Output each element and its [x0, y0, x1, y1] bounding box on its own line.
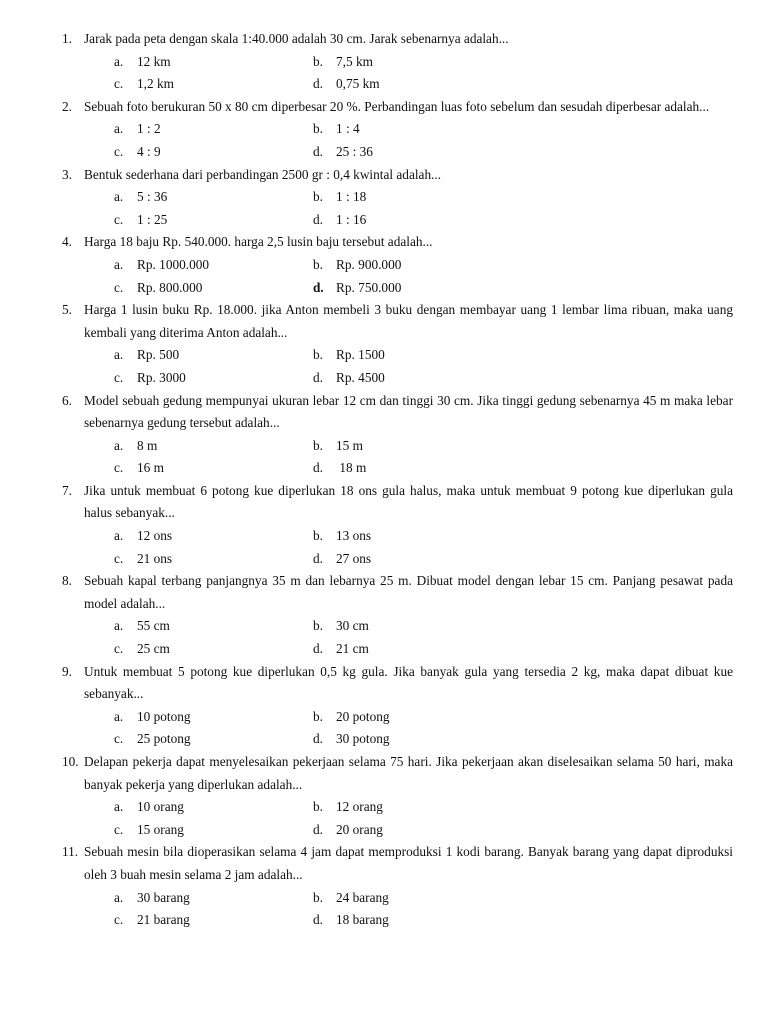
option-letter: b.: [313, 437, 323, 453]
option-row: [0, 638, 768, 661]
option-text: 15 m: [336, 437, 363, 453]
question-item: [0, 480, 768, 570]
option-letter: a.: [114, 889, 124, 905]
answer-option: [313, 615, 369, 638]
option-text: Rp. 500: [137, 347, 180, 363]
option-letter: d.: [313, 211, 323, 227]
question-stem: [0, 299, 768, 344]
question-item: [0, 164, 768, 232]
question-text: Jarak pada peta dengan skala 1:40.000 adalah 30 cm. Jarak sebenarnya adalah...: [84, 31, 509, 46]
question-number: 6.: [62, 392, 72, 408]
option-row: [0, 277, 768, 300]
option-text: 1 : 4: [336, 121, 360, 137]
option-letter: d.: [313, 279, 324, 295]
option-letter: b.: [313, 618, 323, 634]
option-text: 25 : 36: [336, 143, 373, 159]
answer-option: [114, 887, 190, 910]
question-text: Delapan pekerja dapat menyelesaikan pekerjaan selama 75 hari. Jika pekerjaan akan diselesaikan selama 50 hari, maka banyak pekerja yang diperlukan adalah...: [84, 754, 733, 792]
answer-option: [313, 118, 360, 141]
question-number: 2.: [62, 98, 72, 114]
question-item: [0, 570, 768, 660]
option-text: 18 barang: [336, 912, 389, 928]
option-text: 12 orang: [336, 799, 383, 815]
question-item: [0, 231, 768, 299]
option-letter: c.: [114, 369, 124, 385]
option-text: 18 m: [336, 460, 367, 476]
answer-option: [114, 728, 191, 751]
question-text: Harga 18 baju Rp. 540.000. harga 2,5 lusin baju tersebut adalah...: [84, 234, 433, 250]
answer-option: [114, 457, 164, 480]
option-letter: b.: [313, 53, 323, 69]
option-text: 21 ons: [137, 550, 173, 566]
question-item: [0, 661, 768, 751]
question-text: Model sebuah gedung mempunyai ukuran lebar 12 cm dan tinggi 30 cm. Jika tinggi gedung sebenarnya 45 m maka lebar sebenarnya gedung tersebut adalah...: [84, 392, 733, 431]
question-stem: [0, 28, 768, 51]
question-text: Sebuah foto berukuran 50 x 80 cm diperbesar 20 %. Perbandingan luas foto sebelum dan sesudah diperbesar adalah...: [84, 98, 710, 114]
option-row: [0, 457, 768, 480]
question-number: 5.: [62, 302, 72, 318]
option-text: Rp. 4500: [336, 369, 385, 385]
answer-option: [313, 706, 390, 729]
option-letter: b.: [313, 799, 323, 815]
question-text: Bentuk sederhana dari perbandingan 2500 gr : 0,4 kwintal adalah...: [84, 166, 442, 182]
question-item: [0, 299, 768, 389]
option-letter: b.: [313, 708, 323, 724]
option-letter: a.: [114, 347, 124, 363]
option-letter: c.: [114, 731, 124, 747]
option-letter: a.: [114, 437, 124, 453]
option-text: 13 ons: [336, 528, 372, 544]
answer-option: [313, 819, 383, 842]
answer-option: [114, 277, 202, 300]
option-text: 21 barang: [137, 912, 190, 928]
option-text: Rp. 900.000: [336, 256, 402, 272]
option-letter: b.: [313, 121, 323, 137]
option-text: 15 orang: [137, 821, 184, 837]
option-letter: a.: [114, 121, 124, 137]
option-text: 16 m: [137, 460, 164, 476]
question-number: 8.: [62, 573, 72, 589]
option-letter: a.: [114, 618, 124, 634]
answer-option: [114, 796, 184, 819]
answer-option: [313, 209, 366, 232]
option-row: [0, 909, 768, 932]
option-text: 55 cm: [137, 618, 170, 634]
option-letter: c.: [114, 821, 124, 837]
question-stem: [0, 751, 768, 796]
option-text: 30 cm: [336, 618, 369, 634]
answer-option: [313, 73, 380, 96]
option-letter: d.: [313, 641, 323, 657]
option-letter: b.: [313, 528, 323, 544]
option-text: 12 ons: [137, 528, 173, 544]
answer-option: [313, 796, 383, 819]
question-item: [0, 390, 768, 480]
question-text: Harga 1 lusin buku Rp. 18.000. jika Anton membeli 3 buku dengan membayar uang 1 lembar lima ribuan, maka uang kembali yang diterima Anton adalah...: [84, 302, 733, 340]
option-text: 27 ons: [336, 550, 372, 566]
question-number: 10.: [62, 754, 79, 769]
option-text: 10 potong: [137, 708, 191, 724]
question-item: [0, 751, 768, 841]
question-stem: [0, 570, 768, 615]
option-text: Rp. 800.000: [137, 279, 203, 295]
question-item: [0, 841, 768, 931]
option-text: Rp. 750.000: [336, 279, 402, 295]
option-row: [0, 728, 768, 751]
option-row: [0, 73, 768, 96]
option-letter: b.: [313, 256, 323, 272]
option-letter: c.: [114, 460, 124, 476]
option-row: [0, 344, 768, 367]
option-text: Rp. 1500: [336, 347, 385, 363]
question-text: Jika untuk membuat 6 potong kue diperlukan 18 ons gula halus, maka untuk membuat 9 potong kue diperlukan gula halus sebanyak...: [84, 482, 733, 521]
answer-option: [313, 638, 369, 661]
option-letter: d.: [313, 550, 323, 566]
question-number: 3.: [62, 166, 72, 182]
option-letter: d.: [313, 731, 323, 747]
option-row: [0, 525, 768, 548]
answer-option: [114, 525, 172, 548]
question-text: Sebuah mesin bila dioperasikan selama 4 jam dapat memproduksi 1 kodi barang. Banyak barang yang dapat diproduksi oleh 3 buah mesin selama 2 jam adalah...: [84, 844, 733, 882]
answer-option: [114, 615, 170, 638]
option-text: 1 : 25: [137, 211, 168, 227]
answer-option: [313, 548, 371, 571]
option-row: [0, 615, 768, 638]
option-text: Rp. 3000: [137, 369, 186, 385]
option-letter: a.: [114, 189, 124, 205]
question-stem: [0, 480, 768, 525]
option-text: 4 : 9: [137, 143, 161, 159]
answer-option: [114, 819, 184, 842]
option-text: Rp. 1000.000: [137, 256, 210, 272]
option-text: 30 barang: [137, 889, 190, 905]
answer-option: [114, 909, 190, 932]
option-letter: a.: [114, 799, 124, 815]
answer-option: [114, 141, 161, 164]
option-letter: d.: [313, 912, 323, 928]
option-letter: a.: [114, 53, 124, 69]
question-number: 9.: [62, 663, 72, 679]
option-letter: d.: [313, 460, 323, 476]
answer-option: [114, 344, 179, 367]
answer-option: [313, 254, 401, 277]
question-text: Sebuah kapal terbang panjangnya 35 m dan lebarnya 25 m. Dibuat model dengan lebar 15 cm. Panjang pesawat pada model adalah...: [84, 573, 733, 611]
option-text: 30 potong: [336, 731, 390, 747]
option-text: 21 cm: [336, 641, 369, 657]
option-letter: b.: [313, 347, 323, 363]
option-letter: c.: [114, 143, 124, 159]
option-letter: b.: [313, 889, 323, 905]
option-row: [0, 51, 768, 74]
option-row: [0, 209, 768, 232]
answer-option: [313, 887, 389, 910]
answer-option: [313, 457, 366, 480]
option-text: 1 : 2: [137, 121, 161, 137]
answer-option: [114, 118, 161, 141]
option-text: 25 cm: [137, 641, 170, 657]
option-letter: d.: [313, 821, 323, 837]
answer-option: [313, 367, 385, 390]
option-row: [0, 367, 768, 390]
question-number: 11.: [62, 844, 79, 860]
question-stem: [0, 96, 768, 119]
option-row: [0, 819, 768, 842]
option-letter: c.: [114, 550, 124, 566]
option-letter: d.: [313, 143, 323, 159]
option-text: 0,75 km: [336, 76, 380, 92]
answer-option: [313, 728, 390, 751]
question-item: [0, 96, 768, 164]
option-text: 24 barang: [336, 889, 389, 905]
option-row: [0, 887, 768, 910]
answer-option: [313, 141, 373, 164]
option-text: 10 orang: [137, 799, 184, 815]
option-row: [0, 706, 768, 729]
option-letter: c.: [114, 641, 124, 657]
answer-option: [114, 435, 157, 458]
answer-option: [313, 344, 385, 367]
answer-option: [313, 909, 389, 932]
answer-option: [114, 73, 174, 96]
option-text: 1 : 16: [336, 211, 367, 227]
option-row: [0, 254, 768, 277]
question-stem: [0, 164, 768, 187]
answer-option: [114, 254, 209, 277]
option-letter: c.: [114, 211, 124, 227]
option-letter: a.: [114, 256, 124, 272]
answer-option: [313, 51, 373, 74]
option-row: [0, 118, 768, 141]
question-number: 1.: [62, 31, 72, 46]
option-text: 12 km: [137, 53, 171, 69]
answer-option: [313, 277, 401, 300]
option-text: 7,5 km: [336, 53, 373, 69]
option-letter: c.: [114, 279, 124, 295]
question-stem: [0, 841, 768, 886]
option-letter: c.: [114, 912, 124, 928]
option-row: [0, 186, 768, 209]
option-letter: b.: [313, 189, 323, 205]
option-row: [0, 548, 768, 571]
question-stem: [0, 231, 768, 254]
option-letter: a.: [114, 528, 124, 544]
option-row: [0, 141, 768, 164]
option-text: 8 m: [137, 437, 158, 453]
answer-option: [313, 525, 371, 548]
answer-option: [313, 186, 366, 209]
question-item: [0, 28, 768, 96]
option-text: 20 orang: [336, 821, 383, 837]
question-stem: [0, 390, 768, 435]
option-letter: d.: [313, 369, 323, 385]
option-text: 1,2 km: [137, 76, 174, 92]
option-text: 1 : 18: [336, 189, 367, 205]
question-sheet: [0, 28, 768, 932]
answer-option: [114, 209, 167, 232]
option-text: 5 : 36: [137, 189, 168, 205]
option-letter: d.: [313, 76, 323, 92]
option-row: [0, 796, 768, 819]
option-letter: c.: [114, 76, 124, 92]
answer-option: [114, 548, 172, 571]
option-text: 20 potong: [336, 708, 390, 724]
question-stem: [0, 661, 768, 706]
option-text: 25 potong: [137, 731, 191, 747]
question-number: 4.: [62, 234, 72, 250]
option-row: [0, 435, 768, 458]
answer-option: [114, 51, 171, 74]
answer-option: [114, 706, 191, 729]
answer-option: [313, 435, 363, 458]
option-letter: a.: [114, 708, 124, 724]
answer-option: [114, 186, 167, 209]
answer-option: [114, 367, 186, 390]
question-text: Untuk membuat 5 potong kue diperlukan 0,5 kg gula. Jika banyak gula yang tersedia 2 kg, maka dapat dibuat kue sebanyak...: [84, 663, 733, 702]
answer-option: [114, 638, 170, 661]
question-number: 7.: [62, 482, 72, 498]
